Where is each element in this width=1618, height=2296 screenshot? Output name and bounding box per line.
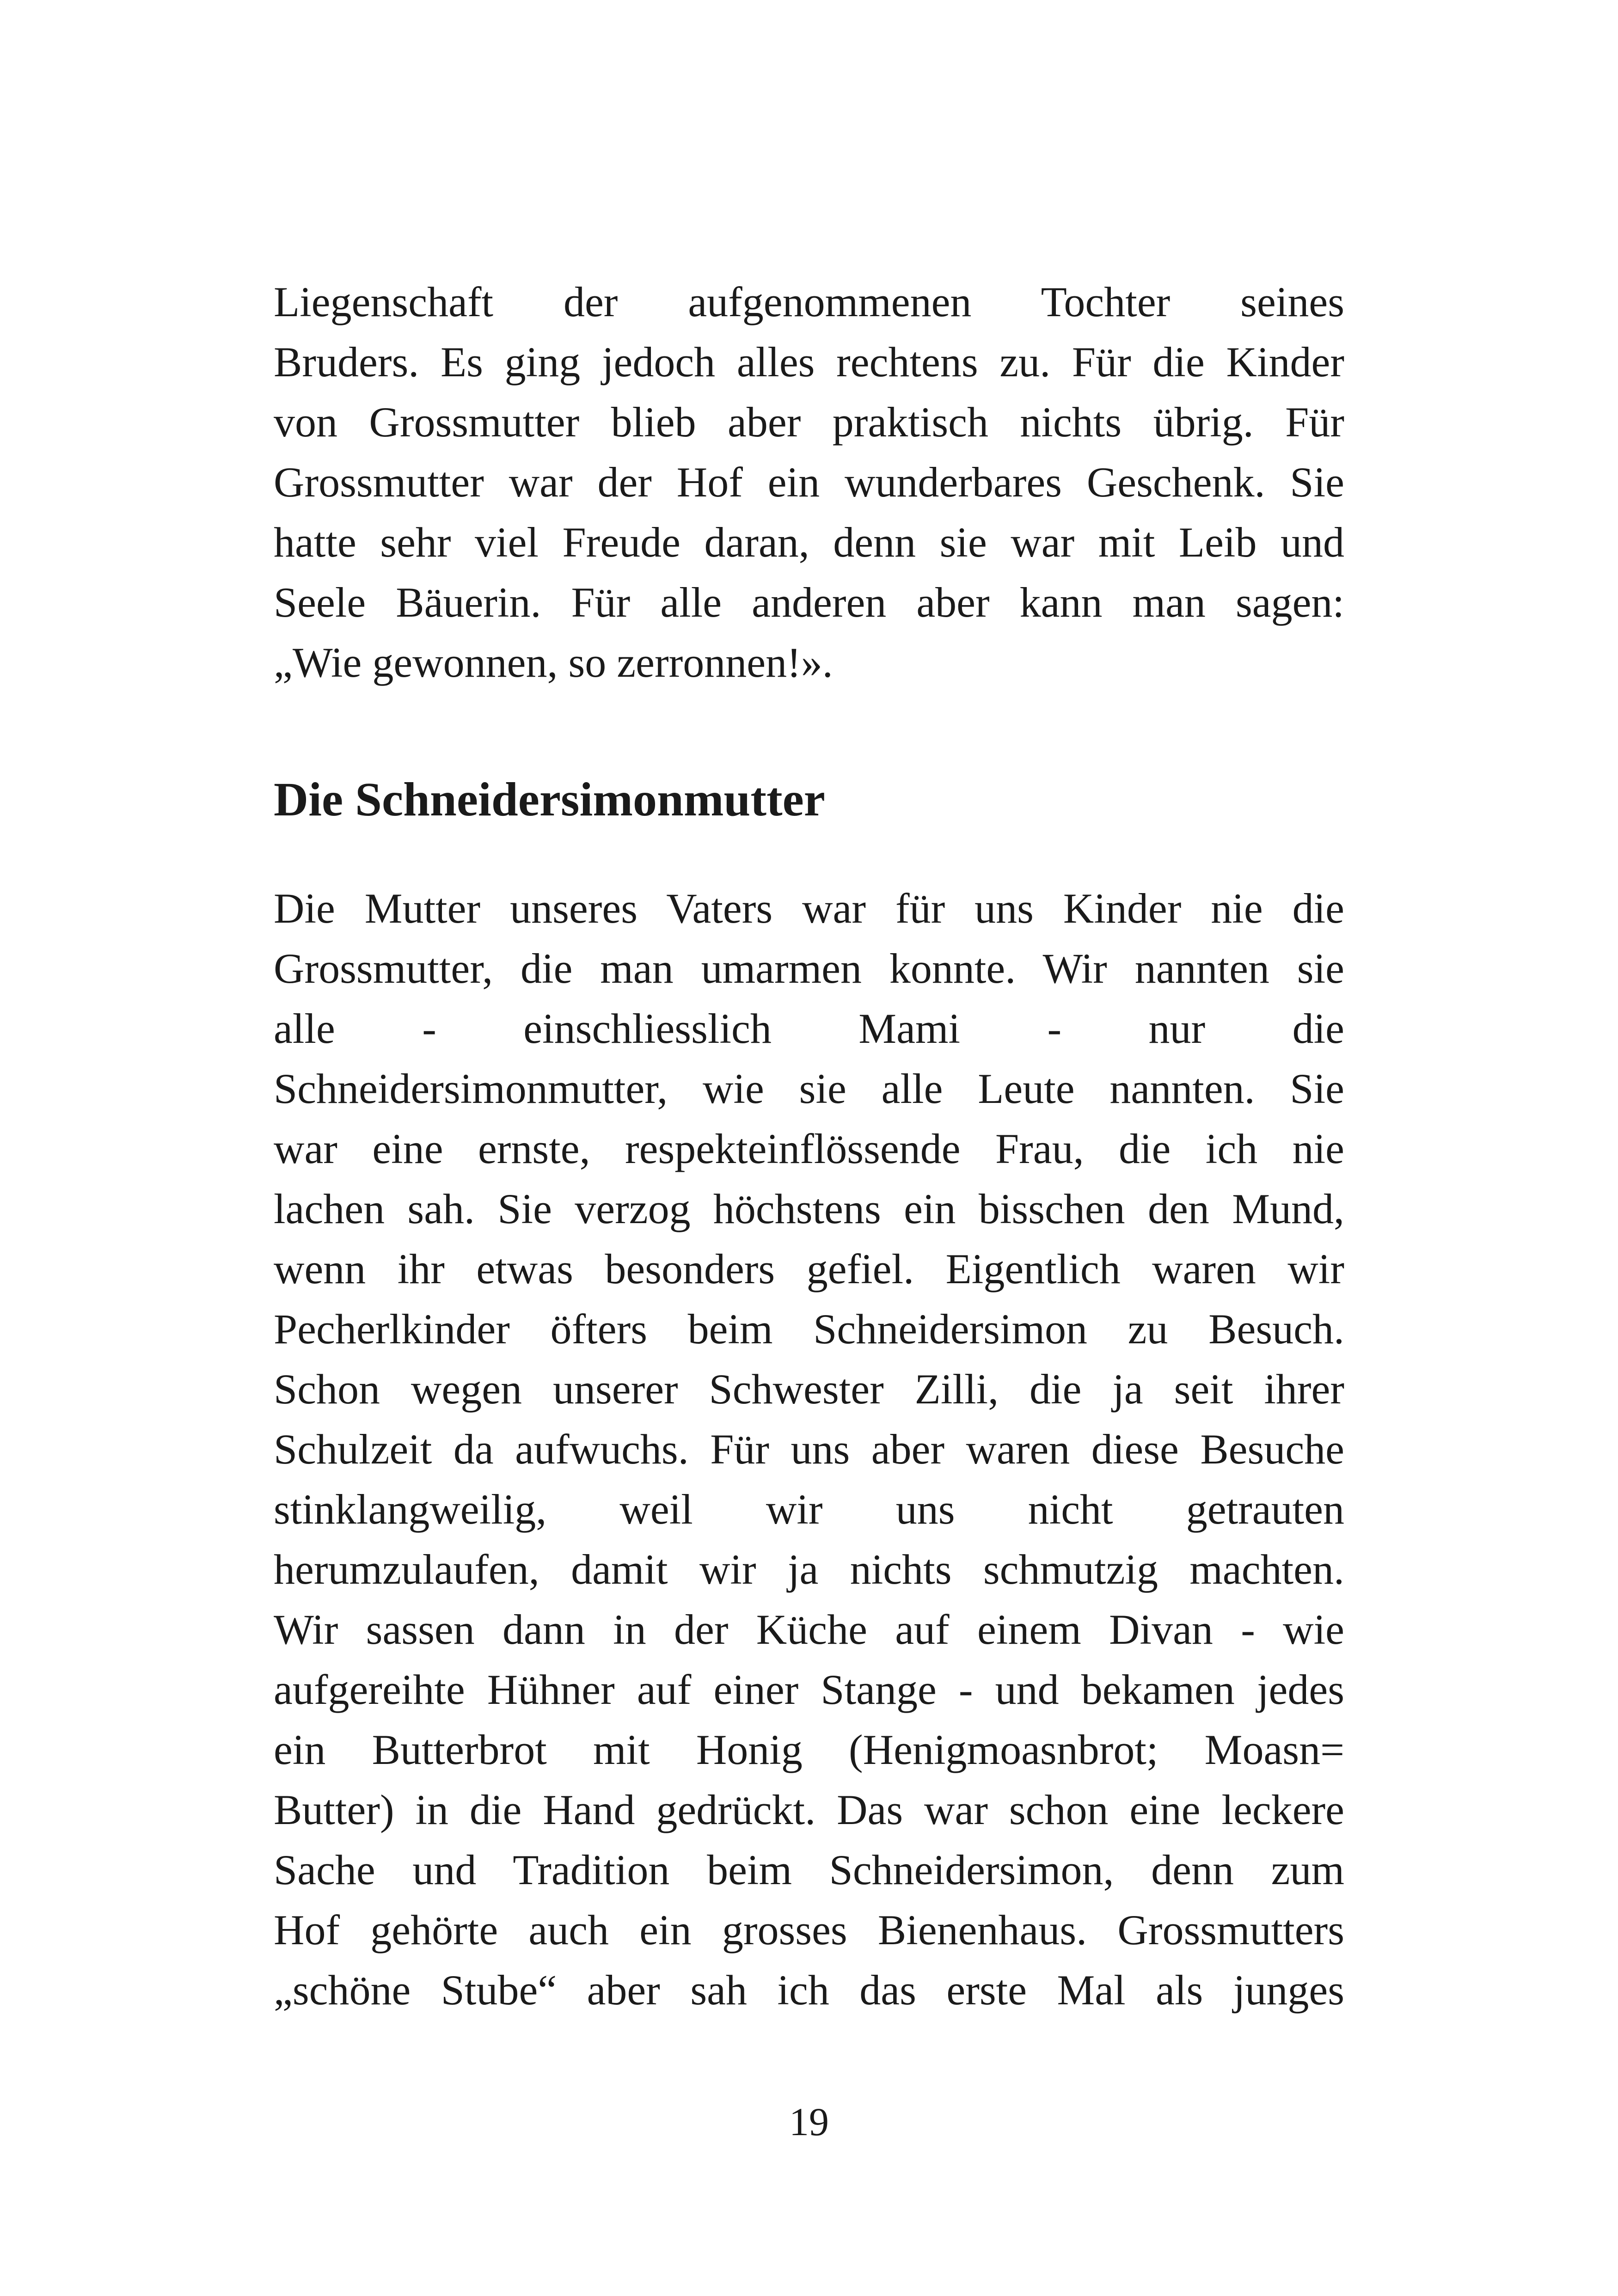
text-line: Schulzeit da aufwuchs. Für uns aber waren diese Besuche [274, 1426, 1344, 1473]
text-line: ein Butterbrot mit Honig (Henigmoasnbrot; Moasn= [274, 1726, 1344, 1773]
text-line: Schon wegen unserer Schwester Zilli, die ja seit ihrer [274, 1365, 1344, 1413]
text-line: hatte sehr viel Freude daran, denn sie war mit Leib und [274, 519, 1344, 566]
page-number: 19 [789, 2100, 829, 2144]
text-line: Bruders. Es ging jedoch alles rechtens zu. Für die Kinder [274, 338, 1344, 386]
text-line: Butter) in die Hand gedrückt. Das war schon eine leckere [274, 1786, 1344, 1833]
text-line: von Grossmutter blieb aber praktisch nichts übrig. Für [274, 398, 1344, 446]
text-line: Hof gehörte auch ein grosses Bienenhaus. Grossmutters [274, 1906, 1344, 1953]
text-line: wenn ihr etwas besonders gefiel. Eigentlich waren wir [274, 1245, 1344, 1292]
text-line: Wir sassen dann in der Küche auf einem Divan - wie [274, 1606, 1344, 1653]
text-line: alle - einschliesslich Mami - nur die [274, 1005, 1344, 1052]
text-line: Seele Bäuerin. Für alle anderen aber kann man sagen: [274, 579, 1344, 626]
text-line: Sache und Tradition beim Schneidersimon, denn zum [274, 1846, 1344, 1893]
text-line: Grossmutter war der Hof ein wunderbares Geschenk. Sie [274, 459, 1344, 506]
text-line: Die Mutter unseres Vaters war für uns Kinder nie die [274, 885, 1344, 932]
text-line: Schneidersimonmutter, wie sie alle Leute nannten. Sie [274, 1065, 1344, 1112]
text-line: herumzulaufen, damit wir ja nichts schmutzig machten. [274, 1546, 1344, 1593]
text-line: Pecherlkinder öfters beim Schneidersimon zu Besuch. [274, 1305, 1344, 1353]
text-line: lachen sah. Sie verzog höchstens ein bisschen den Mund, [274, 1185, 1344, 1232]
section-heading: Die Schneidersimonmutter [274, 773, 825, 826]
text-line: war eine ernste, respekteinflössende Frau, die ich nie [274, 1125, 1344, 1172]
text-line: aufgereihte Hühner auf einer Stange - und bekamen jedes [274, 1666, 1344, 1713]
text-line: „Wie gewonnen, so zerronnen!». [274, 639, 833, 686]
text-line: Liegenschaft der aufgenommenen Tochter seines [274, 278, 1344, 325]
text-line: stinklangweilig, weil wir uns nicht getrauten [274, 1486, 1344, 1533]
text-line: „schöne Stube“ aber sah ich das erste Mal als junges [274, 1966, 1344, 2014]
text-line: Grossmutter, die man umarmen konnte. Wir nannten sie [274, 945, 1344, 992]
